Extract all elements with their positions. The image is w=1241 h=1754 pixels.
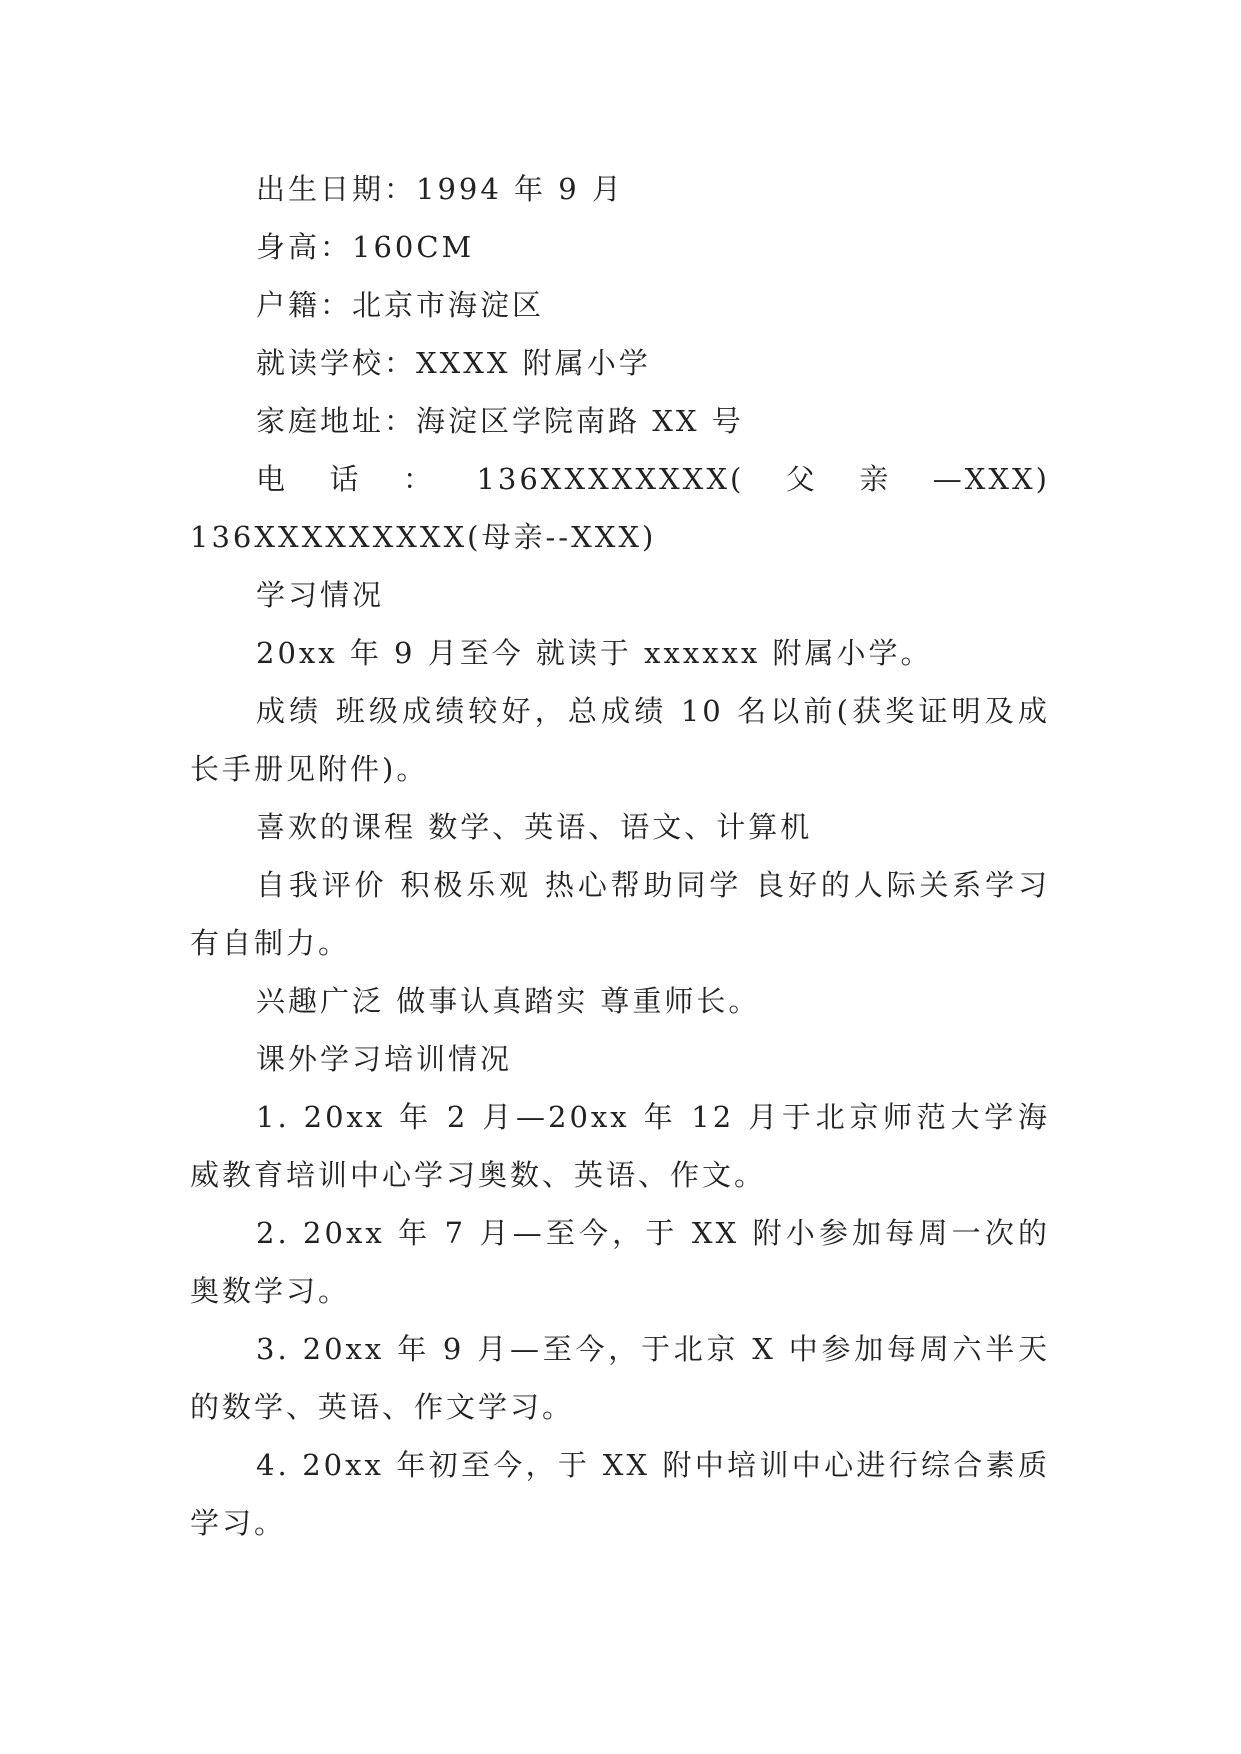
- section-heading-study: 学习情况: [256, 578, 385, 612]
- document-body: [190, 160, 1050, 1552]
- training-item-1: 1. 20xx 年 2 月—20xx 年 12 月于北京师范大学海威教育培训中心学习奥数、英语、作文。: [190, 1100, 1050, 1192]
- height-line: 身高：160CM: [256, 230, 475, 264]
- grades-paragraph: 成绩 班级成绩较好，总成绩 10 名以前(获奖证明及成长手册见附件)。: [190, 694, 1050, 786]
- section-heading-training: 课外学习培训情况: [256, 1042, 513, 1076]
- self-evaluation-paragraph: 自我评价 积极乐观 热心帮助同学 良好的人际关系学习有自制力。: [190, 868, 1050, 960]
- school-line: 就读学校：XXXX 附属小学: [256, 346, 651, 380]
- birth-date-line: 出生日期：1994 年 9 月: [256, 172, 624, 206]
- study-period-line: 20xx 年 9 月至今 就读于 xxxxxx 附属小学。: [256, 636, 933, 670]
- phone-line: 电话：136XXXXXXXX(父亲—XXX) 136XXXXXXXXX(母亲--XXX): [190, 462, 1050, 554]
- household-registration-line: 户籍：北京市海淀区: [256, 288, 545, 322]
- training-item-3: 3. 20xx 年 9 月—至今，于北京 X 中参加每周六半天的数学、英语、作文学习。: [190, 1332, 1050, 1424]
- home-address-line: 家庭地址：海淀区学院南路 XX 号: [256, 404, 744, 438]
- interests-line: 兴趣广泛 做事认真踏实 尊重师长。: [256, 984, 761, 1018]
- training-item-2: 2. 20xx 年 7 月—至今，于 XX 附小参加每周一次的奥数学习。: [190, 1216, 1050, 1308]
- training-item-4: 4. 20xx 年初至今，于 XX 附中培训中心进行综合素质学习。: [190, 1448, 1050, 1540]
- favorite-courses-line: 喜欢的课程 数学、英语、语文、计算机: [256, 810, 813, 844]
